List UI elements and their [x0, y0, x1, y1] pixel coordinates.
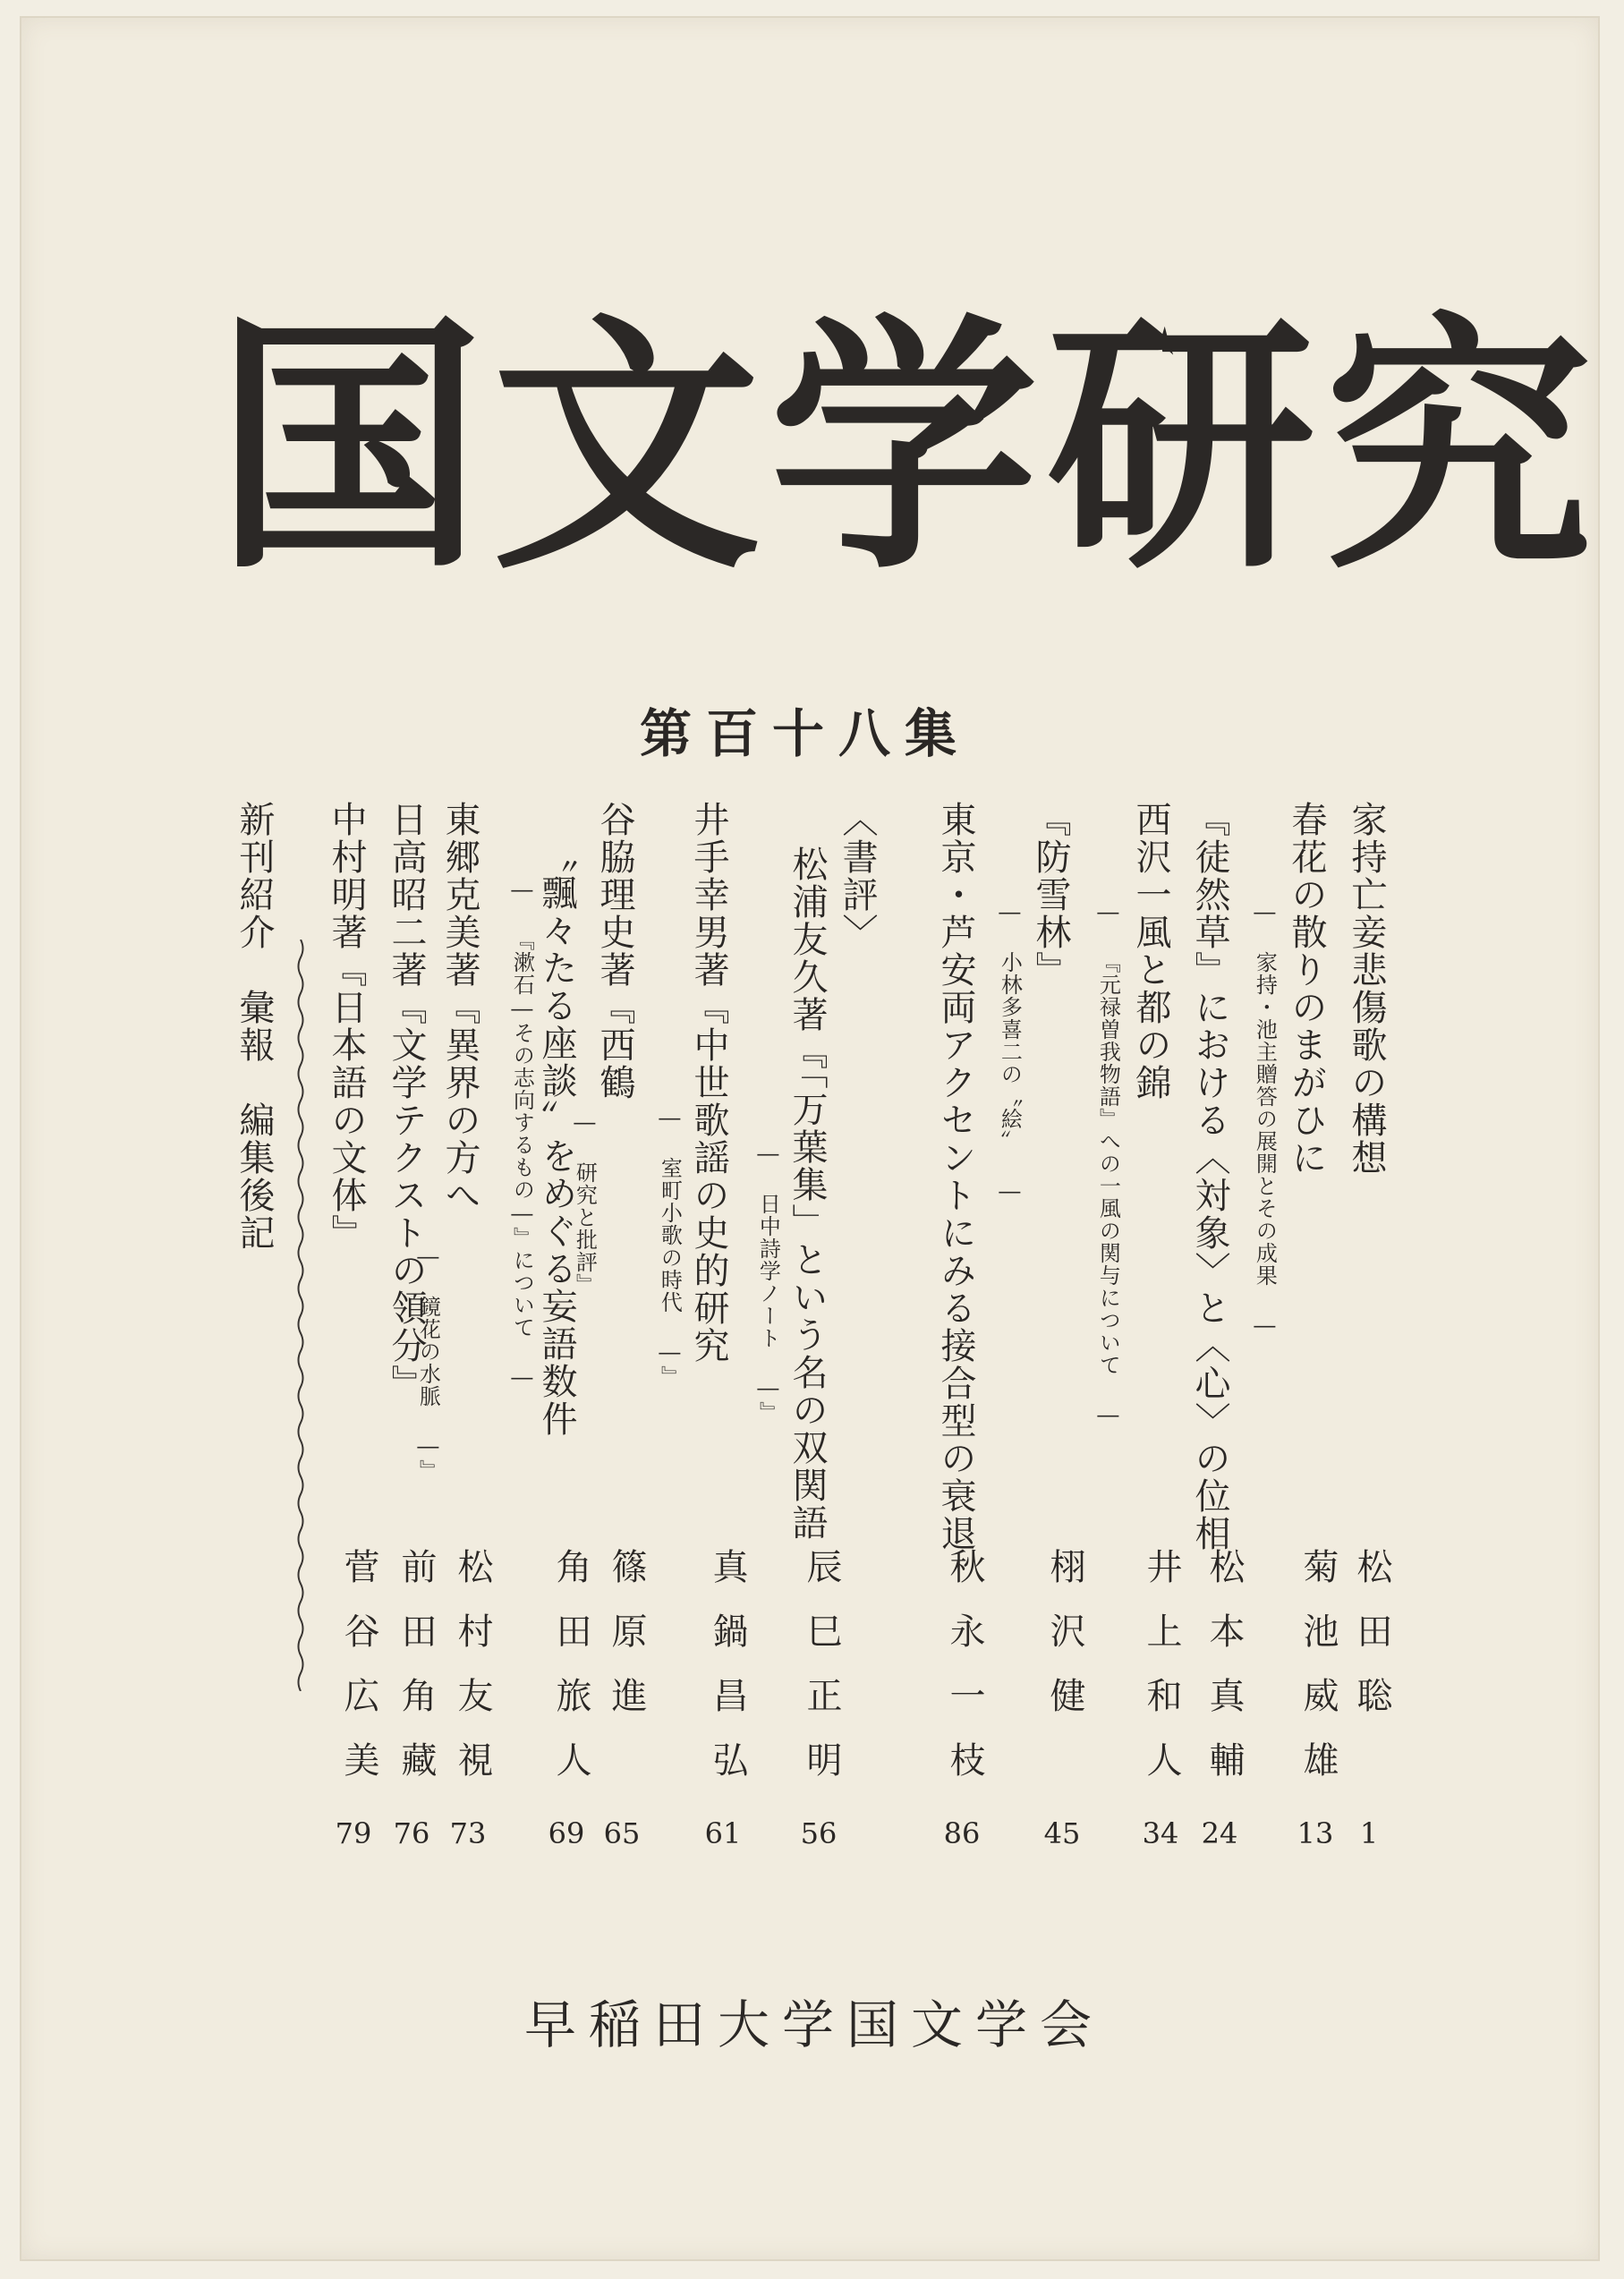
journal-title: 国文学研究 [215, 289, 1602, 605]
page-number: 61 [704, 1816, 742, 1850]
review-title: 井手幸男著『中世歌謡の史的研究 [688, 801, 729, 1365]
page-number: 76 [393, 1816, 430, 1850]
author-name: 角田旅人 [550, 1548, 591, 1806]
article-title: 東京・芦安両アクセントにみる接合型の衰退 [935, 801, 976, 1552]
author-name: 秋永一枝 [944, 1548, 985, 1806]
review-title: 日高昭二著『文学テクストの領分』 [386, 801, 427, 1402]
page-number: 86 [943, 1816, 981, 1850]
author-name: 真鍋昌弘 [707, 1548, 748, 1806]
article-subtitle: ― 『元禄曽我物語』への一風の関与について ― [1095, 899, 1121, 1428]
review-title: 谷脇理史著『西鶴 [594, 801, 635, 1101]
review-title: 〝飄々たる座談〟をめぐる妄語数件 [536, 837, 577, 1438]
author-name: 菊池威雄 [1297, 1548, 1339, 1806]
page-number: 56 [800, 1816, 838, 1850]
article-title: 『徒然草』における〈対象〉と〈心〉の位相 [1189, 801, 1230, 1552]
page-number: 73 [449, 1816, 487, 1850]
review-subtitle: ― 『漱石―その志向するもの―』について ― [509, 877, 535, 1390]
review-title: 松浦友久著『「万葉集」という名の双関語 [786, 846, 828, 1542]
page-number: 69 [548, 1816, 585, 1850]
article-subtitle: ― 小林多喜二の〝絵〟 ― [997, 899, 1023, 1204]
page-number: 1 [1359, 1816, 1379, 1850]
page-number: 24 [1201, 1816, 1238, 1850]
article-title: 春花の散りのまがひに [1286, 801, 1327, 1177]
article-subtitle: ― 家持・池主贈答の展開とその成果 ― [1252, 899, 1278, 1339]
page-number: 45 [1043, 1816, 1081, 1850]
author-name: 松村友視 [452, 1548, 493, 1806]
review-subtitle: ― 研究と批評』 [572, 1110, 598, 1296]
page-number: 65 [603, 1816, 641, 1850]
back-matter: 新刊紹介 彙報 編集後記 [234, 801, 275, 1252]
article-title: 家持亡妾悲傷歌の構想 [1346, 801, 1387, 1177]
publisher-name: 早稲田大学国文学会 [523, 1994, 1104, 2055]
wavy-divider [295, 940, 306, 1691]
page-number: 79 [335, 1816, 372, 1850]
review-title: 中村明著『日本語の文体』 [326, 801, 367, 1252]
review-subtitle: ― 鏡花の水脈 ―』 [415, 1244, 441, 1482]
review-title: 東郷克美著『異界の方へ [439, 801, 480, 1214]
author-name: 辰巳正明 [801, 1548, 842, 1806]
review-header: 〈書評〉 [837, 801, 878, 951]
author-name: 井上和人 [1141, 1548, 1182, 1806]
page-number: 34 [1142, 1816, 1179, 1850]
volume-number: 第百十八集 [639, 703, 971, 764]
author-name: 前田角藏 [395, 1548, 437, 1806]
author-name: 篠原進 [606, 1548, 647, 1741]
author-name: 松田聡 [1351, 1548, 1392, 1741]
article-title: 西沢一風と都の錦 [1130, 801, 1171, 1101]
author-name: 栩沢健 [1044, 1548, 1085, 1741]
page-number: 13 [1297, 1816, 1334, 1850]
author-name: 松本真輔 [1203, 1548, 1245, 1806]
review-subtitle: ― 室町小歌の時代 ―』 [657, 1105, 683, 1388]
review-subtitle: ― 日中詩学ノート ―』 [755, 1141, 781, 1424]
article-title: 『防雪林』 [1030, 801, 1071, 989]
author-name: 菅谷広美 [338, 1548, 379, 1806]
